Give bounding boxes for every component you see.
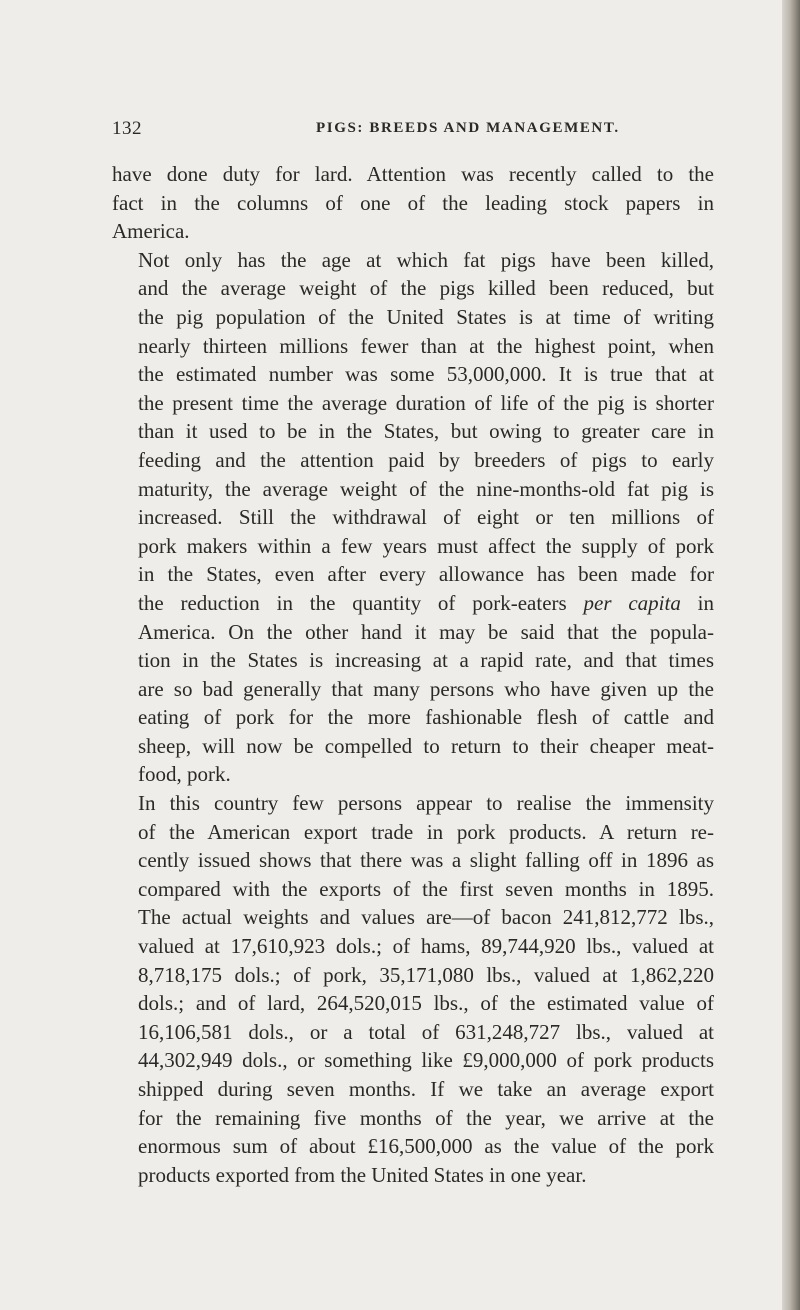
- text-line: dols.; and of lard, 264,520,015 lbs., of the estimated value of: [138, 991, 714, 1016]
- header-title: PIGS: BREEDS AND MANAGEMENT.: [316, 120, 620, 136]
- text-line: the pig population of the United States is at time of writing: [138, 304, 714, 329]
- text-line: products exported from the United States in one year.: [138, 1162, 587, 1187]
- text-line: tion in the States is increasing at a rapid rate, and that times: [138, 648, 714, 673]
- text-line: the estimated number was some 53,000,000. It is true that at: [138, 362, 714, 387]
- text-line: valued at 17,610,923 dols.; of hams, 89,744,920 lbs., valued at: [138, 934, 714, 959]
- text-line: compared with the exports of the first seven months in 1895.: [138, 876, 714, 901]
- text-line: in the States, even after every allowance has been made for: [138, 562, 714, 587]
- text-line: of the American export trade in pork products. A return re-: [138, 819, 714, 844]
- text-line: the present time the average duration of life of the pig is shorter: [138, 390, 714, 415]
- text-line: The actual weights and values are—of bacon 241,812,772 lbs.,: [138, 905, 714, 930]
- text-line: America. On the other hand it may be said that the popula-: [138, 619, 714, 644]
- text-line: maturity, the average weight of the nine-months-old fat pig is: [138, 476, 714, 501]
- running-head: [112, 118, 714, 142]
- paragraph-2: [112, 246, 714, 789]
- text-line: are so bad generally that many persons who have given up the: [138, 676, 714, 701]
- paragraph-3: [112, 789, 714, 1189]
- page-edge-shadow: [782, 0, 800, 1310]
- text-line: than it used to be in the States, but owing to greater care in: [138, 419, 714, 444]
- text-line: and the average weight of the pigs killed been reduced, but: [138, 276, 714, 301]
- text-line: cently issued shows that there was a slight falling off in 1896 as: [138, 848, 714, 873]
- text-line: food, pork.: [138, 762, 231, 787]
- page-number: 132: [112, 118, 142, 139]
- text-line: eating of pork for the more fashionable flesh of cattle and: [138, 705, 714, 730]
- paragraph-1: [112, 160, 714, 246]
- text-line: Not only has the age at which fat pigs have been killed,: [138, 247, 714, 272]
- text-line: 8,718,175 dols.; of pork, 35,171,080 lbs., valued at 1,862,220: [138, 962, 714, 987]
- text-line: for the remaining five months of the year, we arrive at the: [138, 1105, 714, 1130]
- body-text: [112, 160, 714, 1189]
- text-line: sheep, will now be compelled to return to their cheaper meat-: [138, 733, 714, 758]
- text-line: fact in the columns of one of the leading stock papers in: [112, 190, 714, 215]
- text-line: In this country few persons appear to realise the immensity: [138, 791, 714, 816]
- text-line: increased. Still the withdrawal of eight or ten millions of: [138, 505, 714, 530]
- text-line: 44,302,949 dols., or something like £9,000,000 of pork products: [138, 1048, 714, 1073]
- text-line: 16,106,581 dols., or a total of 631,248,727 lbs., valued at: [138, 1019, 714, 1044]
- text-line: pork makers within a few years must affect the supply of pork: [138, 533, 714, 558]
- text-line: America.: [112, 219, 190, 244]
- text-line: have done duty for lard. Attention was recently called to the: [112, 162, 714, 186]
- text-line: shipped during seven months. If we take an average export: [138, 1077, 714, 1101]
- text-line: the reduction in the quantity of pork-eaters per capita in: [138, 590, 714, 615]
- text-line: feeding and the attention paid by breeders of pigs to early: [138, 447, 714, 472]
- text-line: nearly thirteen millions fewer than at the highest point, when: [138, 333, 714, 358]
- text-line: enormous sum of about £16,500,000 as the value of the pork: [138, 1134, 714, 1159]
